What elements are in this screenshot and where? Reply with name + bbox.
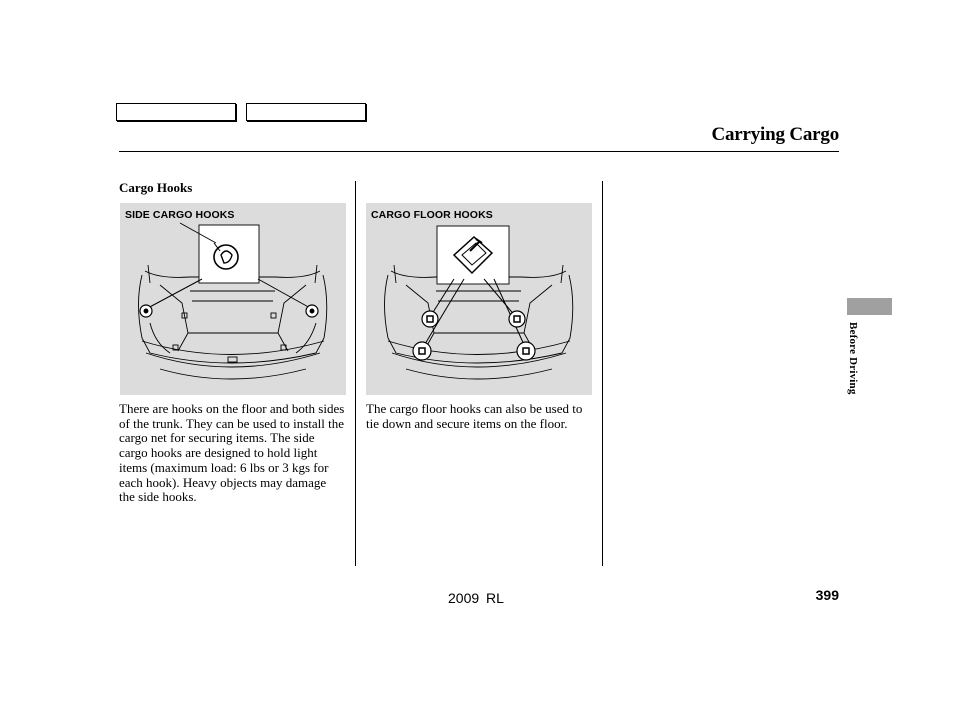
section-heading: Cargo Hooks <box>119 180 193 195</box>
cargo-floor-hooks-figure <box>366 203 592 395</box>
page-number: 399 <box>815 587 839 603</box>
column-divider-right <box>602 181 603 566</box>
section-tab-label: Before Driving <box>847 322 859 395</box>
body-text-right: The cargo floor hooks can also be used to tie down and secure items on the floor. <box>366 401 583 431</box>
nav-box-next[interactable] <box>246 103 366 121</box>
trunk-floor-illustration <box>366 203 592 395</box>
nav-box-previous[interactable] <box>116 103 236 121</box>
figure-label: CARGO FLOOR HOOKS <box>371 209 493 221</box>
body-text-left: There are hooks on the floor and both sides of the trunk. They can be used to install the cargo net for securing items. The side cargo hooks are designed to hold light items (maximum load: 6 lbs or 3 kgs for each hook). Heavy objects may damage the side hooks. <box>119 401 345 505</box>
section-tab[interactable] <box>847 298 892 315</box>
figure-label: SIDE CARGO HOOKS <box>125 209 235 221</box>
side-cargo-hooks-figure <box>120 203 346 395</box>
footer-model: 2009 RL <box>448 590 504 606</box>
page-title: Carrying Cargo <box>711 124 839 145</box>
trunk-illustration <box>120 203 346 395</box>
title-divider <box>119 151 839 152</box>
column-divider-left <box>355 181 356 566</box>
